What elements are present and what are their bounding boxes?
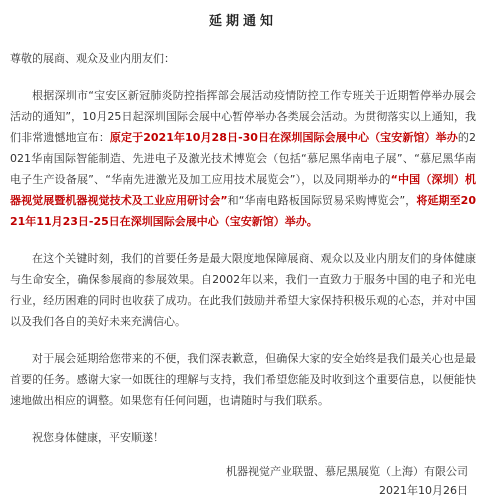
notice-title: 延期通知 [208,14,277,29]
priority-paragraph: 在这个关键时刻，我们的首要任务是最大限度地保障展商、观众以及业内朋友们的身体健康与生命安全，确保参展商的参展效果。自2002年以来，我们一直致力于服务中国的电子和光电行业，经历困难的同时也收获了成功。在此我们鼓励并希望大家保持积极乐观的心态，并对中国以及我们各自的美好未来充满信心。 [10,252,476,328]
notice-date: 2021年10月26日 [379,484,468,497]
signature: 机器视觉产业联盟、慕尼黑展览（上海）有限公司 [226,465,468,478]
original-date-highlight: 原定于2021年10月28日-30日在深圳国际会展中心（宝安新馆）举办 [109,131,458,144]
apology-paragraph: 对于展会延期给您带来的不便，我们深表歉意，但确保大家的安全始终是我们最关心也是最首要的任务。感谢大家一如既往的理解与支持，我们希望您能及时收到这个重要信息，以便能快速地做出相应的调整。如果您有任何问题，也请随时与我们联系。 [10,352,476,407]
closing-wish: 祝您身体健康，平安顺遂！ [32,431,164,444]
greeting-line: 尊敬的展商、观众及业内朋友们： [10,52,175,65]
announcement-text-3: 和“华南电路板国际贸易采购博览会”， [227,194,417,207]
announcement-text-1: 根据深圳市“宝安区新冠肺炎防控指挥部会展活动疫情防控工作专班关于近期暂停举办展会活动的通知”，10月25日起深圳国际会展中心暂停举办各类展会活动。为贯彻落实以上通知，我们非常遗憾地宣布： [10,89,476,144]
announcement-text-2: 的2021华南国际智能制造、先进电子及激光技术博览会（包括“慕尼黑华南电子展”、“慕尼黑华南电子生产设备展”、“华南先进激光及加工应用技术展览会”），以及同期举办的 [10,131,476,186]
machine-vision-expo-highlight: “中国（深圳）机器视觉展暨机器视觉技术及工业应用研讨会” [10,173,477,207]
announcement-paragraph [10,85,476,232]
new-date-highlight: 将延期至2021年11月23日-25日在深圳国际会展中心（宝安新馆）举办。 [10,194,476,228]
